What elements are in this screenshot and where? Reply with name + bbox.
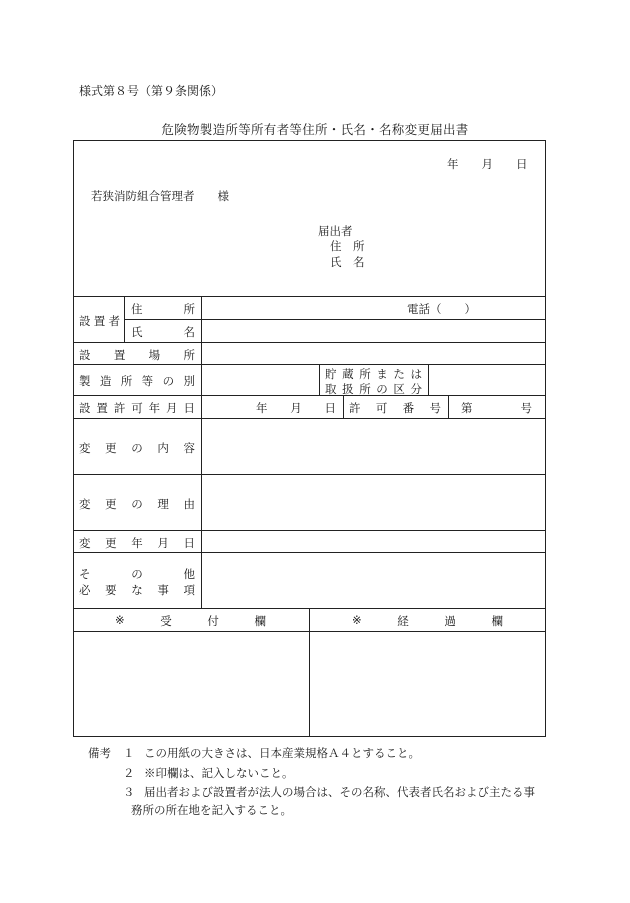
divider [448, 395, 449, 418]
permit-number-value: 第 号 [461, 401, 532, 415]
divider [73, 395, 546, 396]
reception-column-header: ※ 受 付 欄 [115, 613, 266, 628]
storage-type-label-2: 取 扱 所 の 区 分 [325, 382, 422, 396]
divider [73, 552, 546, 553]
divider [309, 608, 310, 737]
applicant-address-label: 住 所 [330, 239, 365, 253]
date-label: 年 月 日 [447, 157, 528, 171]
applicant-label: 届出者 [318, 224, 353, 238]
change-reason-label: 変 更 の 理 由 [79, 497, 195, 511]
divider [73, 530, 546, 531]
installer-name-label: 氏 名 [131, 325, 195, 339]
note-3: 届出者および設置者が法人の場合は、その名称、代表者氏名および主たる事 [144, 785, 535, 799]
divider [73, 364, 546, 365]
divider [428, 364, 429, 395]
divider [73, 342, 546, 343]
note-3-number: ３ [123, 785, 135, 799]
note-2-number: ２ [123, 766, 135, 780]
permit-number-label: 許 可 番 号 [349, 401, 441, 415]
divider [73, 296, 546, 297]
document-title: 危険物製造所等所有者等住所・氏名・名称変更届出書 [161, 122, 469, 137]
other-label: そ の 他 [79, 567, 195, 581]
installer-label: 設 置 者 [79, 314, 120, 328]
permit-date-value: 年 月 日 [256, 401, 336, 415]
divider [124, 296, 125, 342]
storage-type-label: 貯 蔵 所 ま た は [325, 367, 422, 381]
divider [73, 418, 546, 419]
facility-type-label: 製 造 所 等 の 別 [79, 374, 195, 388]
change-date-label: 変 更 年 月 日 [79, 536, 195, 550]
note-3-continued: 務所の所在地を記入すること。 [131, 803, 292, 817]
note-1-number: １ [123, 746, 135, 760]
other-label-2: 必 要 な 事 項 [79, 583, 195, 597]
note-2: ※印欄は、記入しないこと。 [144, 766, 294, 780]
progress-column-header: ※ 経 過 欄 [352, 613, 503, 628]
divider [201, 296, 202, 608]
form-number: 様式第８号（第９条関係） [79, 84, 224, 98]
note-1: この用紙の大きさは、日本産業規格Ａ４とすること。 [144, 746, 420, 760]
divider [124, 319, 546, 320]
divider [73, 474, 546, 475]
installer-address-label: 住 所 [131, 302, 195, 316]
divider [343, 395, 344, 418]
divider [319, 364, 320, 395]
permit-date-label: 設 置 許 可 年 月 日 [79, 401, 195, 415]
applicant-name-label: 氏 名 [330, 255, 365, 269]
addressee: 若狭消防組合管理者 様 [91, 189, 229, 203]
install-location-label: 設 置 場 所 [79, 348, 195, 362]
phone-label: 電話（ ） [407, 302, 476, 316]
notes-label: 備考 [88, 746, 111, 760]
change-content-label: 変 更 の 内 容 [79, 441, 195, 455]
